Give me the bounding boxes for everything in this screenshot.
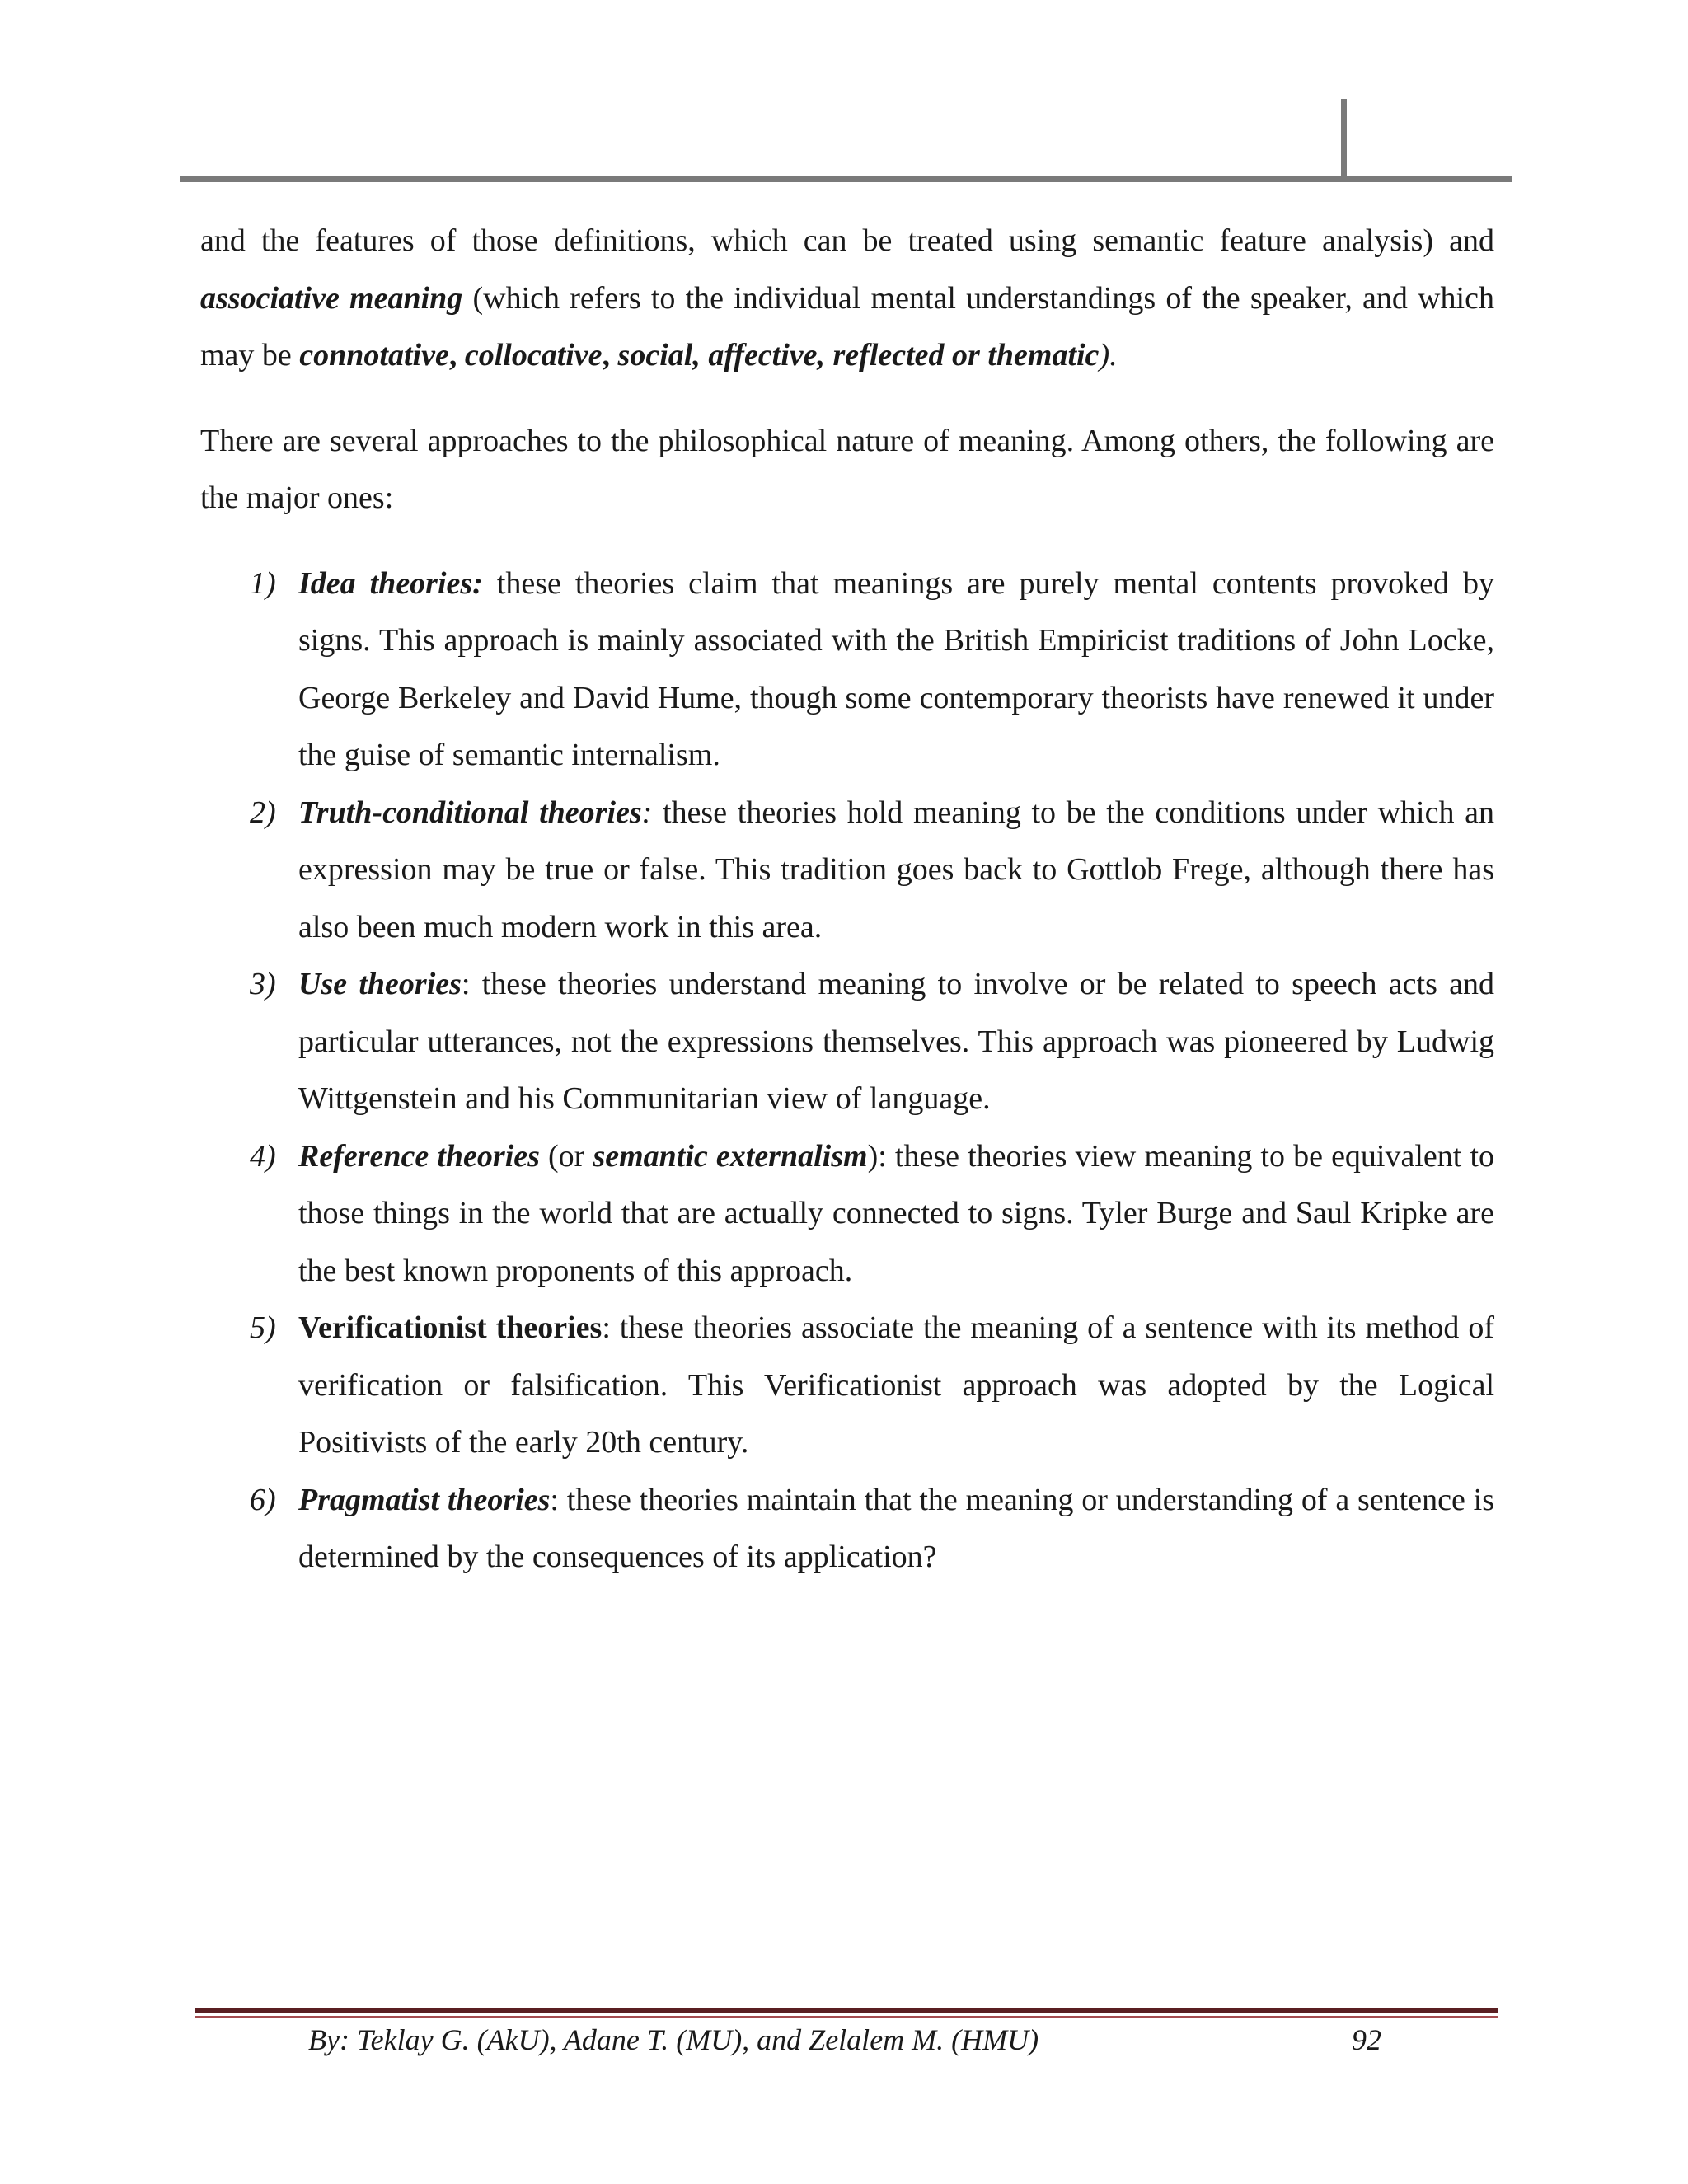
intro-text-2: (which refers to the individual mental understandings of the speaker, and which may be [200,280,1494,373]
item-mid-text: (or [539,1138,593,1174]
item-text: these theories claim that meanings are purely mental contents provoked by signs. This approach is mainly associated with the British Empiricist traditions of John Locke, George Berkeley and David Hume, though some contemporary theorists have renewed it under the guise of semantic internalism. [298,565,1494,772]
footer-rule-dark [195,2008,1498,2013]
item-number: 4) [250,1138,276,1174]
item-term: Reference theories [298,1138,540,1174]
item-text: ): these theories view meaning to be equivalent to those things in the world that are actually connected to signs. Tyler Burge and Saul Kripke are the best known proponents of this approach. [298,1138,1495,1288]
item-term-2: semantic externalism [593,1138,868,1174]
theories-list [200,555,1494,1586]
item-text: : these theories associate the meaning of a sentence with its method of verification or falsification. This Verificationist approach was adopted by the Logical Positivists of the early 20th century. [298,1310,1494,1460]
item-term: Use theories [298,967,462,1001]
item-number: 2) [250,794,276,830]
footer-authors: By: Teklay G. (AkU), Adane T. (MU), and Zelalem M. (HMU) [308,2023,1039,2056]
item-term: Truth-conditional theories [298,794,642,830]
item-number: 3) [250,967,276,1001]
header-rule [180,176,1512,182]
approaches-intro: There are several approaches to the philosophical nature of meaning. Among others, the following are the major ones: [200,423,1494,515]
list-item [200,1128,1494,1301]
intro-paragraph [200,213,1494,385]
term-connotative: connotative [299,338,449,373]
intro-text-1: and the features of those definitions, which can be treated using semantic feature analysis) and [200,223,1494,258]
list-item [200,785,1494,957]
item-number: 6) [250,1482,276,1517]
item-colon: : [641,794,653,830]
list-item [200,555,1494,785]
item-term: Verificationist theories [298,1310,603,1345]
list-item [200,956,1494,1128]
item-number: 1) [250,565,276,601]
item-text: : these theories understand meaning to involve or be related to speech acts and particular utterances, not the expressions themselves. This approach was pioneered by Ludwig Wittgenstein and his Communitarian view of language. [298,967,1494,1116]
intro-close: ). [1099,338,1118,373]
intro-comma-1: , [448,338,465,373]
term-meaning-types: social, affective, reflected or thematic [617,338,1100,373]
intro-comma-2: , [602,338,618,373]
item-term: Idea theories: [298,565,483,601]
term-associative-meaning: associative meaning [200,280,463,316]
footer-rule-light [195,2016,1498,2018]
item-term: Pragmatist theories [298,1482,551,1517]
list-item [200,1300,1494,1472]
list-item [200,1472,1494,1586]
item-number: 5) [250,1310,276,1345]
page-number: 92 [1352,2023,1381,2056]
page-body [200,213,1494,1586]
item-text: : these theories maintain that the meaning or understanding of a sentence is determined by the consequences of its application? [298,1482,1495,1574]
header-tick-mark [1341,99,1347,180]
term-collocative: collocative [464,338,603,373]
item-text: these theories hold meaning to be the conditions under which an expression may be true or false. This tradition goes back to Gottlob Frege, although there has also been much modern work in this area. [298,794,1494,944]
